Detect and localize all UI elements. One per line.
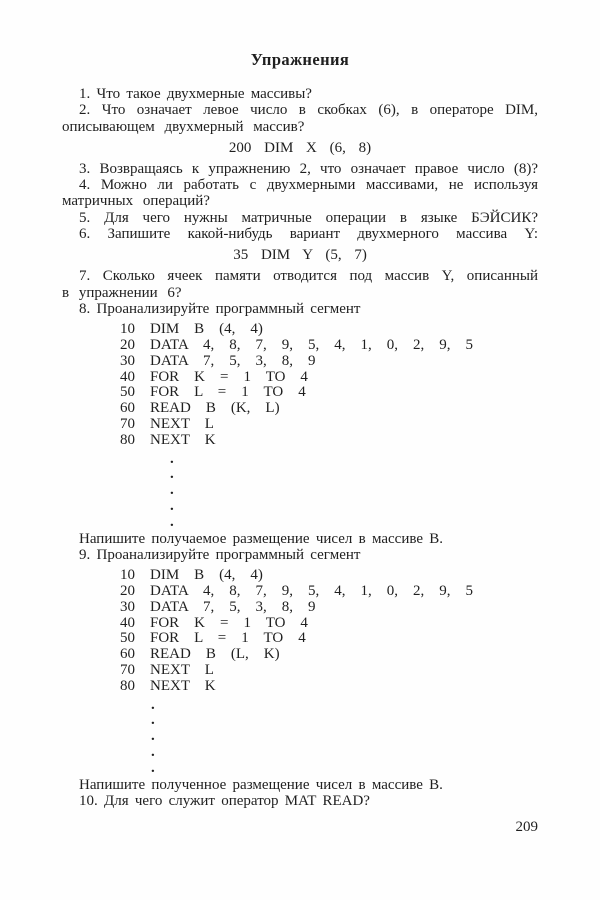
line-number: 50 bbox=[120, 630, 135, 647]
ellipsis-dot: . bbox=[151, 728, 155, 745]
code-text: FOR L = 1 TO 4 bbox=[150, 384, 306, 401]
code-text: DIM B (4, 4) bbox=[150, 567, 263, 584]
code-block-1 bbox=[120, 322, 538, 448]
code-text: READ B (L, K) bbox=[150, 646, 280, 663]
exercise-7-line-1: 7. Сколько ячеек памяти отводится под массив Y, описанный bbox=[79, 268, 538, 285]
exercise-7-line-2: в упражнении 6? bbox=[62, 284, 182, 301]
ellipsis-column-2 bbox=[151, 698, 538, 777]
code-line-40 bbox=[120, 370, 538, 386]
code-line-20 bbox=[120, 584, 538, 600]
code-text: READ B (K, L) bbox=[150, 400, 280, 417]
ellipsis-dot: . bbox=[170, 466, 174, 483]
ellipsis-column-1 bbox=[170, 452, 538, 531]
ellipsis-dot: . bbox=[151, 743, 155, 760]
exercise-3: 3. Возвращаясь к упражнению 2, что означает правое число (8)? bbox=[79, 160, 538, 177]
code-line-10 bbox=[120, 322, 538, 338]
line-number: 20 bbox=[120, 583, 135, 600]
code-line-60 bbox=[120, 647, 538, 663]
ellipsis-dot: . bbox=[170, 482, 174, 499]
exercise-4-line-2: матричных операций? bbox=[62, 193, 210, 210]
line-number: 50 bbox=[120, 384, 135, 401]
code-text: FOR K = 1 TO 4 bbox=[150, 368, 308, 385]
code-line-60 bbox=[120, 401, 538, 417]
ellipsis-dot: . bbox=[151, 696, 155, 713]
code-line-30 bbox=[120, 600, 538, 616]
code-line-40 bbox=[120, 616, 538, 632]
page-title: Упражнения bbox=[250, 50, 350, 69]
line-number: 80 bbox=[120, 677, 135, 694]
exercise-4-line-1: 4. Можно ли работать с двухмерными массивами, не используя bbox=[79, 177, 538, 194]
code-line-70 bbox=[120, 663, 538, 679]
exercise-10: 10. Для чего служит оператор MAT READ? bbox=[79, 792, 370, 809]
page-number: 209 bbox=[515, 819, 538, 835]
code-line-50 bbox=[120, 385, 538, 401]
code-line-70 bbox=[120, 417, 538, 433]
exercise-1: 1. Что такое двухмерные массивы? bbox=[79, 86, 312, 102]
line-number: 10 bbox=[120, 321, 135, 338]
exercise-9: 9. Проанализируйте программный сегмент bbox=[79, 546, 361, 563]
code-line-30 bbox=[120, 354, 538, 370]
ellipsis-dot: . bbox=[151, 712, 155, 729]
code-line-20 bbox=[120, 338, 538, 354]
line-number: 60 bbox=[120, 400, 135, 417]
code-block-2 bbox=[120, 568, 538, 694]
code-line-10 bbox=[120, 568, 538, 584]
code-text: FOR L = 1 TO 4 bbox=[150, 630, 306, 647]
code-text: NEXT L bbox=[150, 662, 214, 678]
page-content bbox=[62, 50, 538, 809]
inline-code-dim-y: 35 DIM Y (5, 7) bbox=[233, 247, 367, 264]
line-number: 30 bbox=[120, 352, 135, 369]
note-array-b-2: Напишите полученное размещение чисел в массиве В. bbox=[79, 776, 443, 793]
code-text: DATA 7, 5, 3, 8, 9 bbox=[150, 352, 316, 369]
line-number: 10 bbox=[120, 567, 135, 584]
code-text: NEXT K bbox=[150, 677, 216, 694]
line-number: 80 bbox=[120, 431, 135, 448]
code-text: DIM B (4, 4) bbox=[150, 321, 263, 338]
inline-code-dim-x: 200 DIM X (6, 8) bbox=[228, 139, 372, 156]
code-text: DATA 4, 8, 7, 9, 5, 4, 1, 0, 2, 9, 5 bbox=[150, 337, 473, 354]
exercise-2-line-1: 2. Что означает левое число в скобках (6), в операторе DIM, bbox=[79, 102, 538, 119]
code-line-80 bbox=[120, 679, 538, 695]
ellipsis-dot: . bbox=[151, 759, 155, 776]
ellipsis-dot: . bbox=[170, 513, 174, 530]
ellipsis-dot: . bbox=[170, 498, 174, 515]
code-line-80 bbox=[120, 433, 538, 449]
code-line-50 bbox=[120, 631, 538, 647]
exercise-8: 8. Проанализируйте программный сегмент bbox=[79, 300, 361, 317]
line-number: 40 bbox=[120, 614, 135, 631]
line-number: 20 bbox=[120, 337, 135, 354]
line-number: 60 bbox=[120, 646, 135, 663]
code-text: FOR K = 1 TO 4 bbox=[150, 614, 308, 631]
line-number: 30 bbox=[120, 598, 135, 615]
code-text: DATA 7, 5, 3, 8, 9 bbox=[150, 598, 316, 615]
ellipsis-dot: . bbox=[170, 450, 174, 467]
code-text: NEXT K bbox=[150, 431, 216, 448]
exercise-6: 6. Запишите какой-нибудь вариант двухмерного массива Y: bbox=[79, 226, 538, 243]
line-number: 70 bbox=[120, 416, 135, 433]
line-number: 70 bbox=[120, 662, 135, 678]
code-text: NEXT L bbox=[150, 416, 214, 433]
exercise-2-line-2: описывающем двухмерный массив? bbox=[62, 118, 305, 135]
note-array-b-1: Напишите получаемое размещение чисел в массиве В. bbox=[79, 530, 444, 547]
exercise-5: 5. Для чего нужны матричные операции в языке БЭЙСИК? bbox=[79, 209, 538, 226]
line-number: 40 bbox=[120, 368, 135, 385]
code-text: DATA 4, 8, 7, 9, 5, 4, 1, 0, 2, 9, 5 bbox=[150, 583, 473, 600]
